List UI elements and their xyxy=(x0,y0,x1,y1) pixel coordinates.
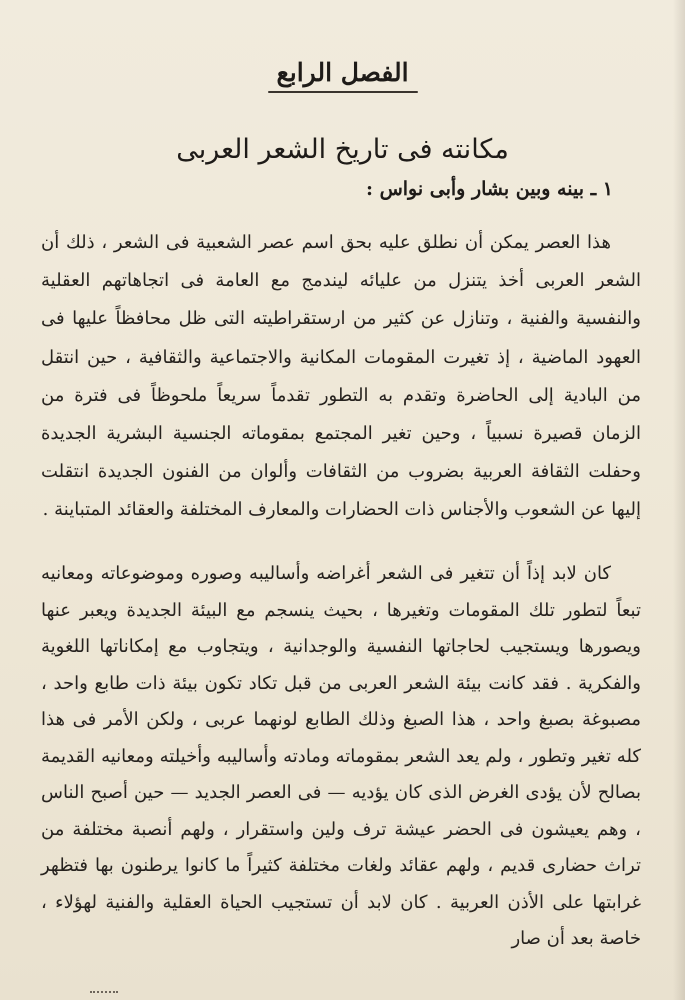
body-paragraph-2: كان لابد إذاً أن تتغير فى الشعر أغراضه وأساليبه وصوره وموضوعاته ومعانيه تبعاً لتطور تلك المقومات وتغيرها ، بحيث ينسجم مع البيئة الجديدة ويعبر عنها ويصورها ويستجيب لحاجاتها النفسية والوجدانية ، ويتجاوب مع إمكاناتها اللغوية والفكرية . فقد كانت بيئة الشعر العربى من قبل تكاد تكون بيئة ذات طابع واحد ، مصبوغة بصبغ واحد ، هذا الصبغ وذلك الطابع لونهما عربى ، ولكن الأمر فى هذا كله تغير وتطور ، ولم يعد الشعر بمقوماته ومادته وأساليبه وأخيلته ومعانيه القديمة بصالح لأن يؤدى الغرض الذى كان يؤديه — فى العصر الجديد — حين أصبح الناس ، وهم يعيشون فى الحضر عيشة ترف ولين واستقرار ، ولهم أنصبة مختلفة من تراث حضارى قديم ، ولهم عقائد ولغات مختلفة كثيراً ما كانوا يرطنون بها فتظهر غرابتها على الأذن العربية . كان لابد أن تستجيب الحياة العقلية والفنية لهؤلاء ، خاصة بعد أن صار xyxy=(41,563,641,949)
chapter-title-underline xyxy=(268,91,418,93)
chapter-title xyxy=(0,58,685,93)
body-paragraph-1: هذا العصر يمكن أن نطلق عليه بحق اسم عصر الشعبية فى الشعر ، ذلك أن الشعر العربى أخذ يتنزل من عليائه ليندمج مع العامة فى اتجاهاتهم العقلية والنفسية والفنية ، وتنازل عن كثير من ارستقراطيته التى ظل محافظاً عليها فى العهود الماضية ، إذ تغيرت المقومات المكانية والاجتماعية والثقافية ، حين انتقل من البادية إلى الحاضرة وتقدم به التطور تقدماً سريعاً ملحوظاً فى فترة من الزمان قصيرة نسبياً ، وحين تغير المجتمع بمقوماته الجنسية البشرية الجديدة وحفلت الثقافة العربية بضروب من الثقافات وألوان من الفنون الجديدة انتقلت إليها عن الشعوب والأجناس ذات الحضارات والمعارف المختلفة والعقائد المتباينة . xyxy=(41,232,641,521)
section-title: مكانته فى تاريخ الشعر العربى xyxy=(176,134,509,165)
footer-mark xyxy=(90,991,118,996)
chapter-title-text: الفصل الرابع xyxy=(276,58,409,87)
subsection-heading: ١ ـ بينه وبين بشار وأبى نواس : xyxy=(365,178,613,200)
